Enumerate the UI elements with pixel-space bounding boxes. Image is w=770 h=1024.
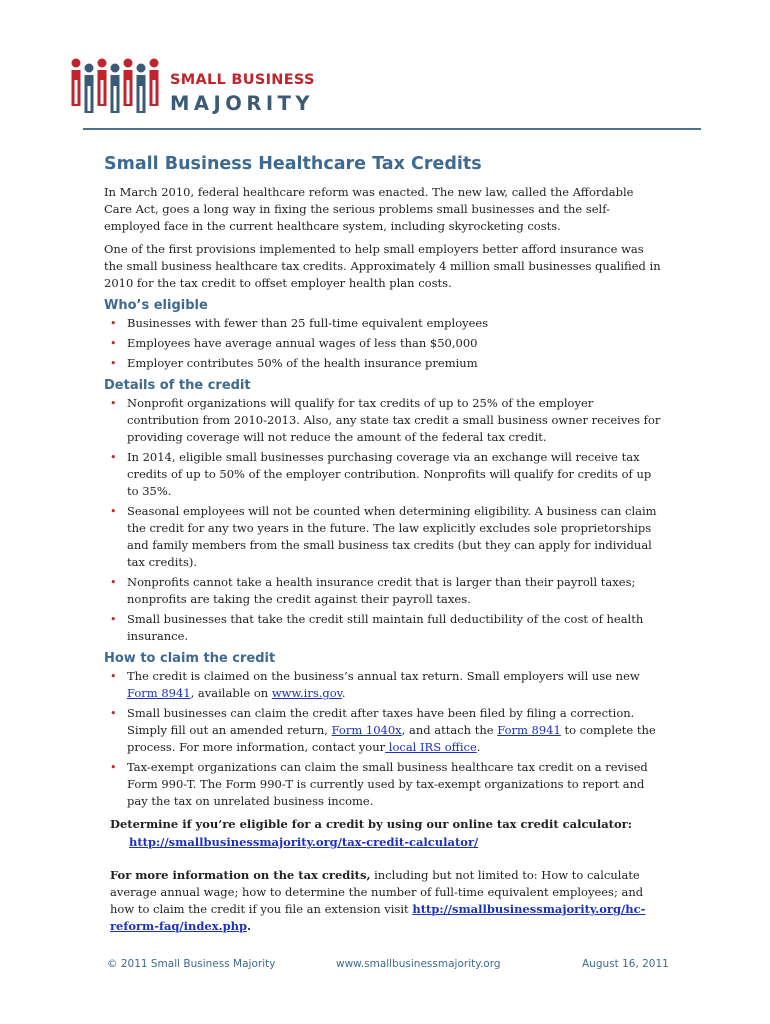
form-1040x-link[interactable]: Form 1040x	[331, 723, 402, 737]
footer-website[interactable]: www.smallbusinessmajority.org	[336, 958, 501, 970]
tax-credit-calculator-link[interactable]: http://smallbusinessmajority.org/tax-credit-calculator/	[129, 835, 479, 849]
list-item: • In 2014, eligible small businesses purchasing coverage via an exchange will receive tax credits of up to 50% of the employer contribution. Nonprofits will qualify for credits of up to 35%.	[110, 450, 652, 498]
intro-paragraph-2: One of the first provisions implemented to help small employers better afford insurance was the small business healthcare tax credits. Approximately 4 million small businesses qualified in 2010 for the tax credit to offset employer health plan costs.	[104, 242, 661, 290]
bullet-icon: •	[110, 397, 117, 410]
logo	[70, 56, 315, 118]
list-item: • Businesses with fewer than 25 full-time equivalent employees	[110, 316, 489, 330]
list-item: • Employer contributes 50% of the health insurance premium	[110, 356, 478, 370]
list-item: • Seasonal employees will not be counted when determining eligibility. A business can claim the credit for any two years in the future. The law explicitly excludes sole proprietorships and family members from the small business tax credits (but they can apply for individual tax credits).	[110, 504, 657, 569]
form-8941-link[interactable]: Form 8941	[127, 686, 191, 700]
bullet-icon: •	[110, 761, 117, 774]
footer-date: August 16, 2011	[582, 958, 669, 970]
header-divider	[83, 128, 701, 130]
bullet-icon: •	[110, 451, 117, 464]
irs-gov-link[interactable]: www.irs.gov	[271, 686, 342, 700]
bullet-icon: •	[110, 613, 117, 626]
form-8941-link[interactable]: Form 8941	[497, 723, 561, 737]
logo-text-small-business: SMALL BUSINESS	[170, 72, 315, 88]
bullet-icon: •	[110, 670, 117, 683]
list-item: • Nonprofits cannot take a health insurance credit that is larger than their payroll taxes; nonprofits are taking the credit against their payroll taxes.	[110, 575, 636, 606]
bullet-icon: •	[110, 707, 117, 720]
calculator-callout	[104, 816, 664, 851]
details-list	[104, 395, 664, 645]
calculator-callout-title: Determine if you’re eligible for a credit by using our online tax credit calculator:	[110, 817, 632, 831]
eligible-list	[104, 315, 664, 372]
more-info-paragraph: For more information on the tax credits, including but not limited to: How to calculate average annual wage; how to determine the number of full-time equivalent employees; and how to claim the credit if you file an extension visit http://smallbusinessmajority.org/hc-reform-faq/index.php.	[110, 868, 646, 933]
section-heading-details: Details of the credit	[104, 378, 251, 393]
people-figures-icon	[70, 56, 162, 114]
list-item: • Employees have average annual wages of less than $50,000	[110, 336, 478, 350]
page-footer	[107, 958, 667, 974]
list-item: • The credit is claimed on the business’s annual tax return. Small employers will use new Form 8941, available on www.irs.gov.	[110, 669, 640, 700]
bullet-icon: •	[110, 317, 117, 330]
bullet-icon: •	[110, 505, 117, 518]
page-title: Small Business Healthcare Tax Credits	[104, 154, 482, 174]
list-item: • Tax-exempt organizations can claim the small business healthcare tax credit on a revised Form 990-T. The Form 990-T is currently used by tax-exempt organizations to report and pay the tax on unrelated business income.	[110, 760, 648, 808]
claim-list	[104, 668, 664, 810]
section-heading-claim: How to claim the credit	[104, 651, 276, 666]
bullet-icon: •	[110, 337, 117, 350]
logo-text-majority: MAJORITY	[170, 92, 315, 115]
local-irs-office-link[interactable]: local IRS office	[385, 740, 477, 754]
main-content	[104, 154, 664, 935]
list-item: • Small businesses that take the credit still maintain full deductibility of the cost of health insurance.	[110, 612, 644, 643]
footer-copyright: © 2011 Small Business Majority	[107, 958, 276, 970]
hc-reform-faq-link[interactable]: http://smallbusinessmajority.org/hc-reform-faq/index.php	[110, 902, 646, 933]
bullet-icon: •	[110, 357, 117, 370]
bullet-icon: •	[110, 576, 117, 589]
list-item: • Small businesses can claim the credit after taxes have been filed by filing a correction. Simply fill out an amended return, Form 1040x, and attach the Form 8941 to complete the process. For more information, contact your local IRS office.	[110, 706, 656, 754]
intro-paragraph-1: In March 2010, federal healthcare reform was enacted. The new law, called the Affordable Care Act, goes a long way in fixing the serious problems small businesses and the self-employed face in the current healthcare system, including skyrocketing costs.	[104, 185, 634, 233]
list-item: • Nonprofit organizations will qualify for tax credits of up to 25% of the employer contribution from 2010-2013. Also, any state tax credit a small business owner receives for providing coverage will not reduce the amount of the federal tax credit.	[110, 396, 661, 444]
more-info-lead: For more information on the tax credits,	[110, 868, 371, 882]
section-heading-eligible: Who’s eligible	[104, 298, 208, 313]
